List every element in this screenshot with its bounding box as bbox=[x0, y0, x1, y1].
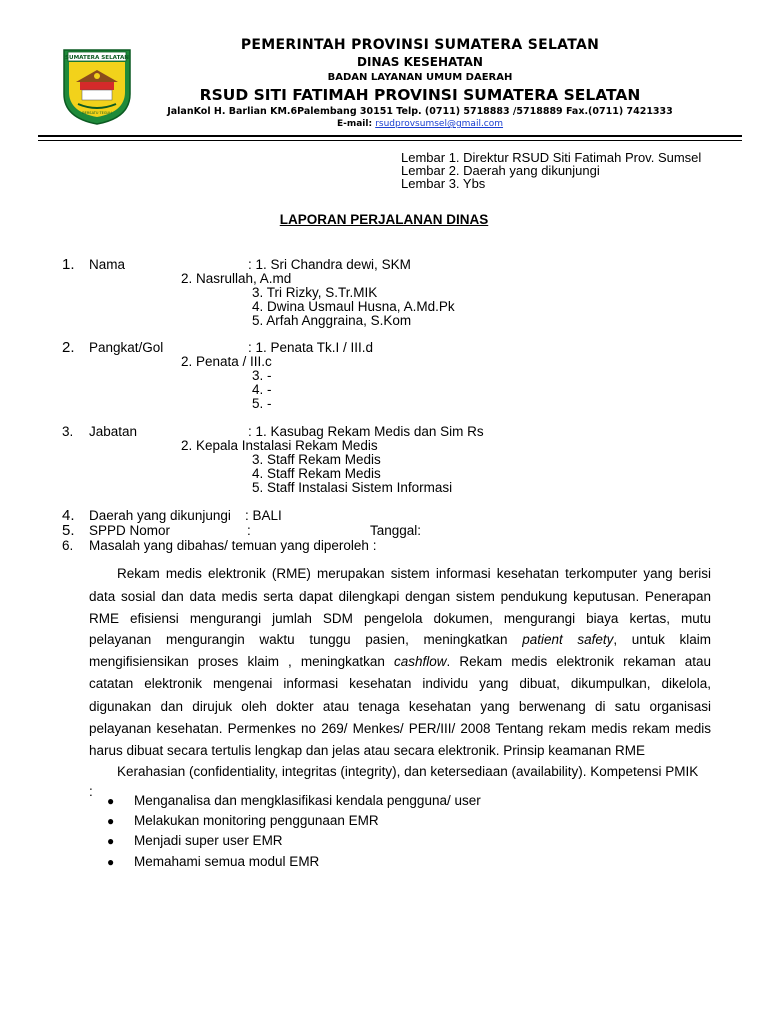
letterhead-rule-thick bbox=[38, 135, 742, 137]
nama-value: 2. Nasrullah, A.md bbox=[181, 271, 292, 286]
nama-value: 5. Arfah Anggraina, S.Kom bbox=[252, 313, 412, 328]
bullet-item: Menganalisa dan mengklasifikasi kendala pengguna/ user bbox=[134, 793, 481, 808]
daerah-value: : BALI bbox=[245, 508, 282, 523]
distribution-item: Lembar 3. Ybs bbox=[401, 176, 486, 191]
bullet-item: Menjadi super user EMR bbox=[134, 833, 283, 848]
body-line: mengifisiensikan proses klaim , meningkatkan cashflow. Rekam medis elektronik rekaman atau bbox=[89, 654, 711, 669]
emphasis-patient-safety: patient safety bbox=[522, 632, 614, 647]
jabatan-value: 3. Staff Rekam Medis bbox=[252, 452, 381, 467]
item-label-jabatan: Jabatan bbox=[89, 424, 138, 439]
bullet-item: Melakukan monitoring penggunaan EMR bbox=[134, 813, 379, 828]
item-label-nama: Nama bbox=[89, 257, 126, 272]
body-line: pelayanan kesehatan. Permenkes no 269/ Menkes/ PER/III/ 2008 Tentang rekam medis rekam medis bbox=[89, 721, 711, 736]
body-line: RME efisiensi mengurangi jumlah SDM pengelola dokumen, mengurangi biaya kertas, mutu bbox=[89, 611, 711, 626]
sppd-colon: : bbox=[247, 523, 251, 538]
item-number: 2. bbox=[62, 339, 75, 356]
jabatan-value: 2. Kepala Instalasi Rekam Medis bbox=[181, 438, 378, 453]
letterhead-hospital-name: RSUD SITI FATIMAH PROVINSI SUMATERA SELATAN bbox=[199, 86, 641, 104]
email-link[interactable]: rsudprovsumsel@gmail.com bbox=[375, 119, 504, 129]
item-number: 1. bbox=[62, 256, 75, 273]
body-line: pelayanan mengurangin waktu tunggu pasien, meningkatkan patient safety, untuk klaim bbox=[89, 632, 711, 647]
item-number: 3. bbox=[62, 424, 74, 439]
bullet-item: Memahami semua modul EMR bbox=[134, 854, 320, 869]
item-number: 4. bbox=[62, 507, 75, 524]
jabatan-value: : 1. Kasubag Rekam Medis dan Sim Rs bbox=[248, 424, 484, 439]
item-label-daerah: Daerah yang dikunjungi bbox=[89, 508, 231, 523]
nama-value: 4. Dwina Usmaul Husna, A.Md.Pk bbox=[252, 299, 455, 314]
body-line: Rekam medis elektronik (RME) merupakan sistem informasi kesehatan terkomputer yang berisi bbox=[117, 566, 711, 581]
letterhead-agency: BADAN LAYANAN UMUM DAERAH bbox=[327, 72, 513, 83]
nama-value: 3. Tri Rizky, S.Tr.MIK bbox=[252, 285, 378, 300]
distribution-item: Lembar 2. Daerah yang dikunjungi bbox=[401, 163, 600, 178]
body-line: digunakan dan dirujuk oleh dokter atau tenaga kesehatan yang berwenang di satu organisasi bbox=[89, 699, 711, 714]
pangkat-value: 4. - bbox=[252, 382, 272, 397]
letterhead-email bbox=[110, 119, 730, 129]
svg-text:SUMATERA SELATAN: SUMATERA SELATAN bbox=[65, 55, 129, 61]
item-label-masalah: Masalah yang dibahas/ temuan yang diperoleh : bbox=[89, 538, 377, 553]
body-line: : bbox=[89, 784, 93, 799]
svg-text:BERSATU TEGUH: BERSATU TEGUH bbox=[82, 111, 112, 115]
jabatan-value: 5. Staff Instalasi Sistem Informasi bbox=[252, 480, 453, 495]
letterhead-rule-thin bbox=[38, 140, 742, 141]
pangkat-value: 5. - bbox=[252, 396, 272, 411]
item-label-sppd: SPPD Nomor bbox=[89, 523, 171, 538]
body-line: catatan elektronik mengenai informasi kesehatan individu yang dibuat, dikumpulkan, dikelola, bbox=[89, 676, 711, 691]
pangkat-value: : 1. Penata Tk.I / III.d bbox=[248, 340, 374, 355]
document-title: LAPORAN PERJALANAN DINAS bbox=[279, 212, 489, 227]
sppd-tanggal: Tanggal: bbox=[370, 523, 422, 538]
pangkat-value: 2. Penata / III.c bbox=[181, 354, 272, 369]
emphasis-cashflow: cashflow bbox=[394, 654, 447, 669]
letterhead-government: PEMERINTAH PROVINSI SUMATERA SELATAN bbox=[240, 37, 600, 53]
nama-value: : 1. Sri Chandra dewi, SKM bbox=[248, 257, 411, 272]
item-number: 6. bbox=[62, 538, 74, 553]
jabatan-value: 4. Staff Rekam Medis bbox=[252, 466, 381, 481]
item-label-pangkat: Pangkat/Gol bbox=[89, 340, 164, 355]
distribution-item: Lembar 1. Direktur RSUD Siti Fatimah Prov. Sumsel bbox=[401, 150, 702, 165]
bullet-icon: ● bbox=[107, 834, 115, 848]
email-label: E-mail: bbox=[336, 119, 376, 129]
item-number: 5. bbox=[62, 522, 75, 539]
letterhead-address: JalanKol H. Barlian KM.6Palembang 30151 Telp. (0711) 5718883 /5718889 Fax.(0711) 7421333 bbox=[167, 106, 673, 117]
letterhead-department: DINAS KESEHATAN bbox=[357, 55, 483, 69]
bullet-icon: ● bbox=[107, 814, 115, 828]
body-line: data sosial dan data medis serta dapat dilengkapi dengan sistem pendukung keputusan. Penerapan bbox=[89, 589, 711, 604]
pangkat-value: 3. - bbox=[252, 368, 272, 383]
body-line: Kerahasian (confidentiality, integritas (integrity), dan ketersediaan (availability). Kompetensi PMIK bbox=[117, 764, 699, 779]
bullet-icon: ● bbox=[107, 794, 115, 808]
bullet-icon: ● bbox=[107, 855, 115, 869]
body-line: harus dibuat secara tertulis lengkap dan jelas atau secara elektronik. Prinsip keamanan RME bbox=[89, 743, 646, 758]
